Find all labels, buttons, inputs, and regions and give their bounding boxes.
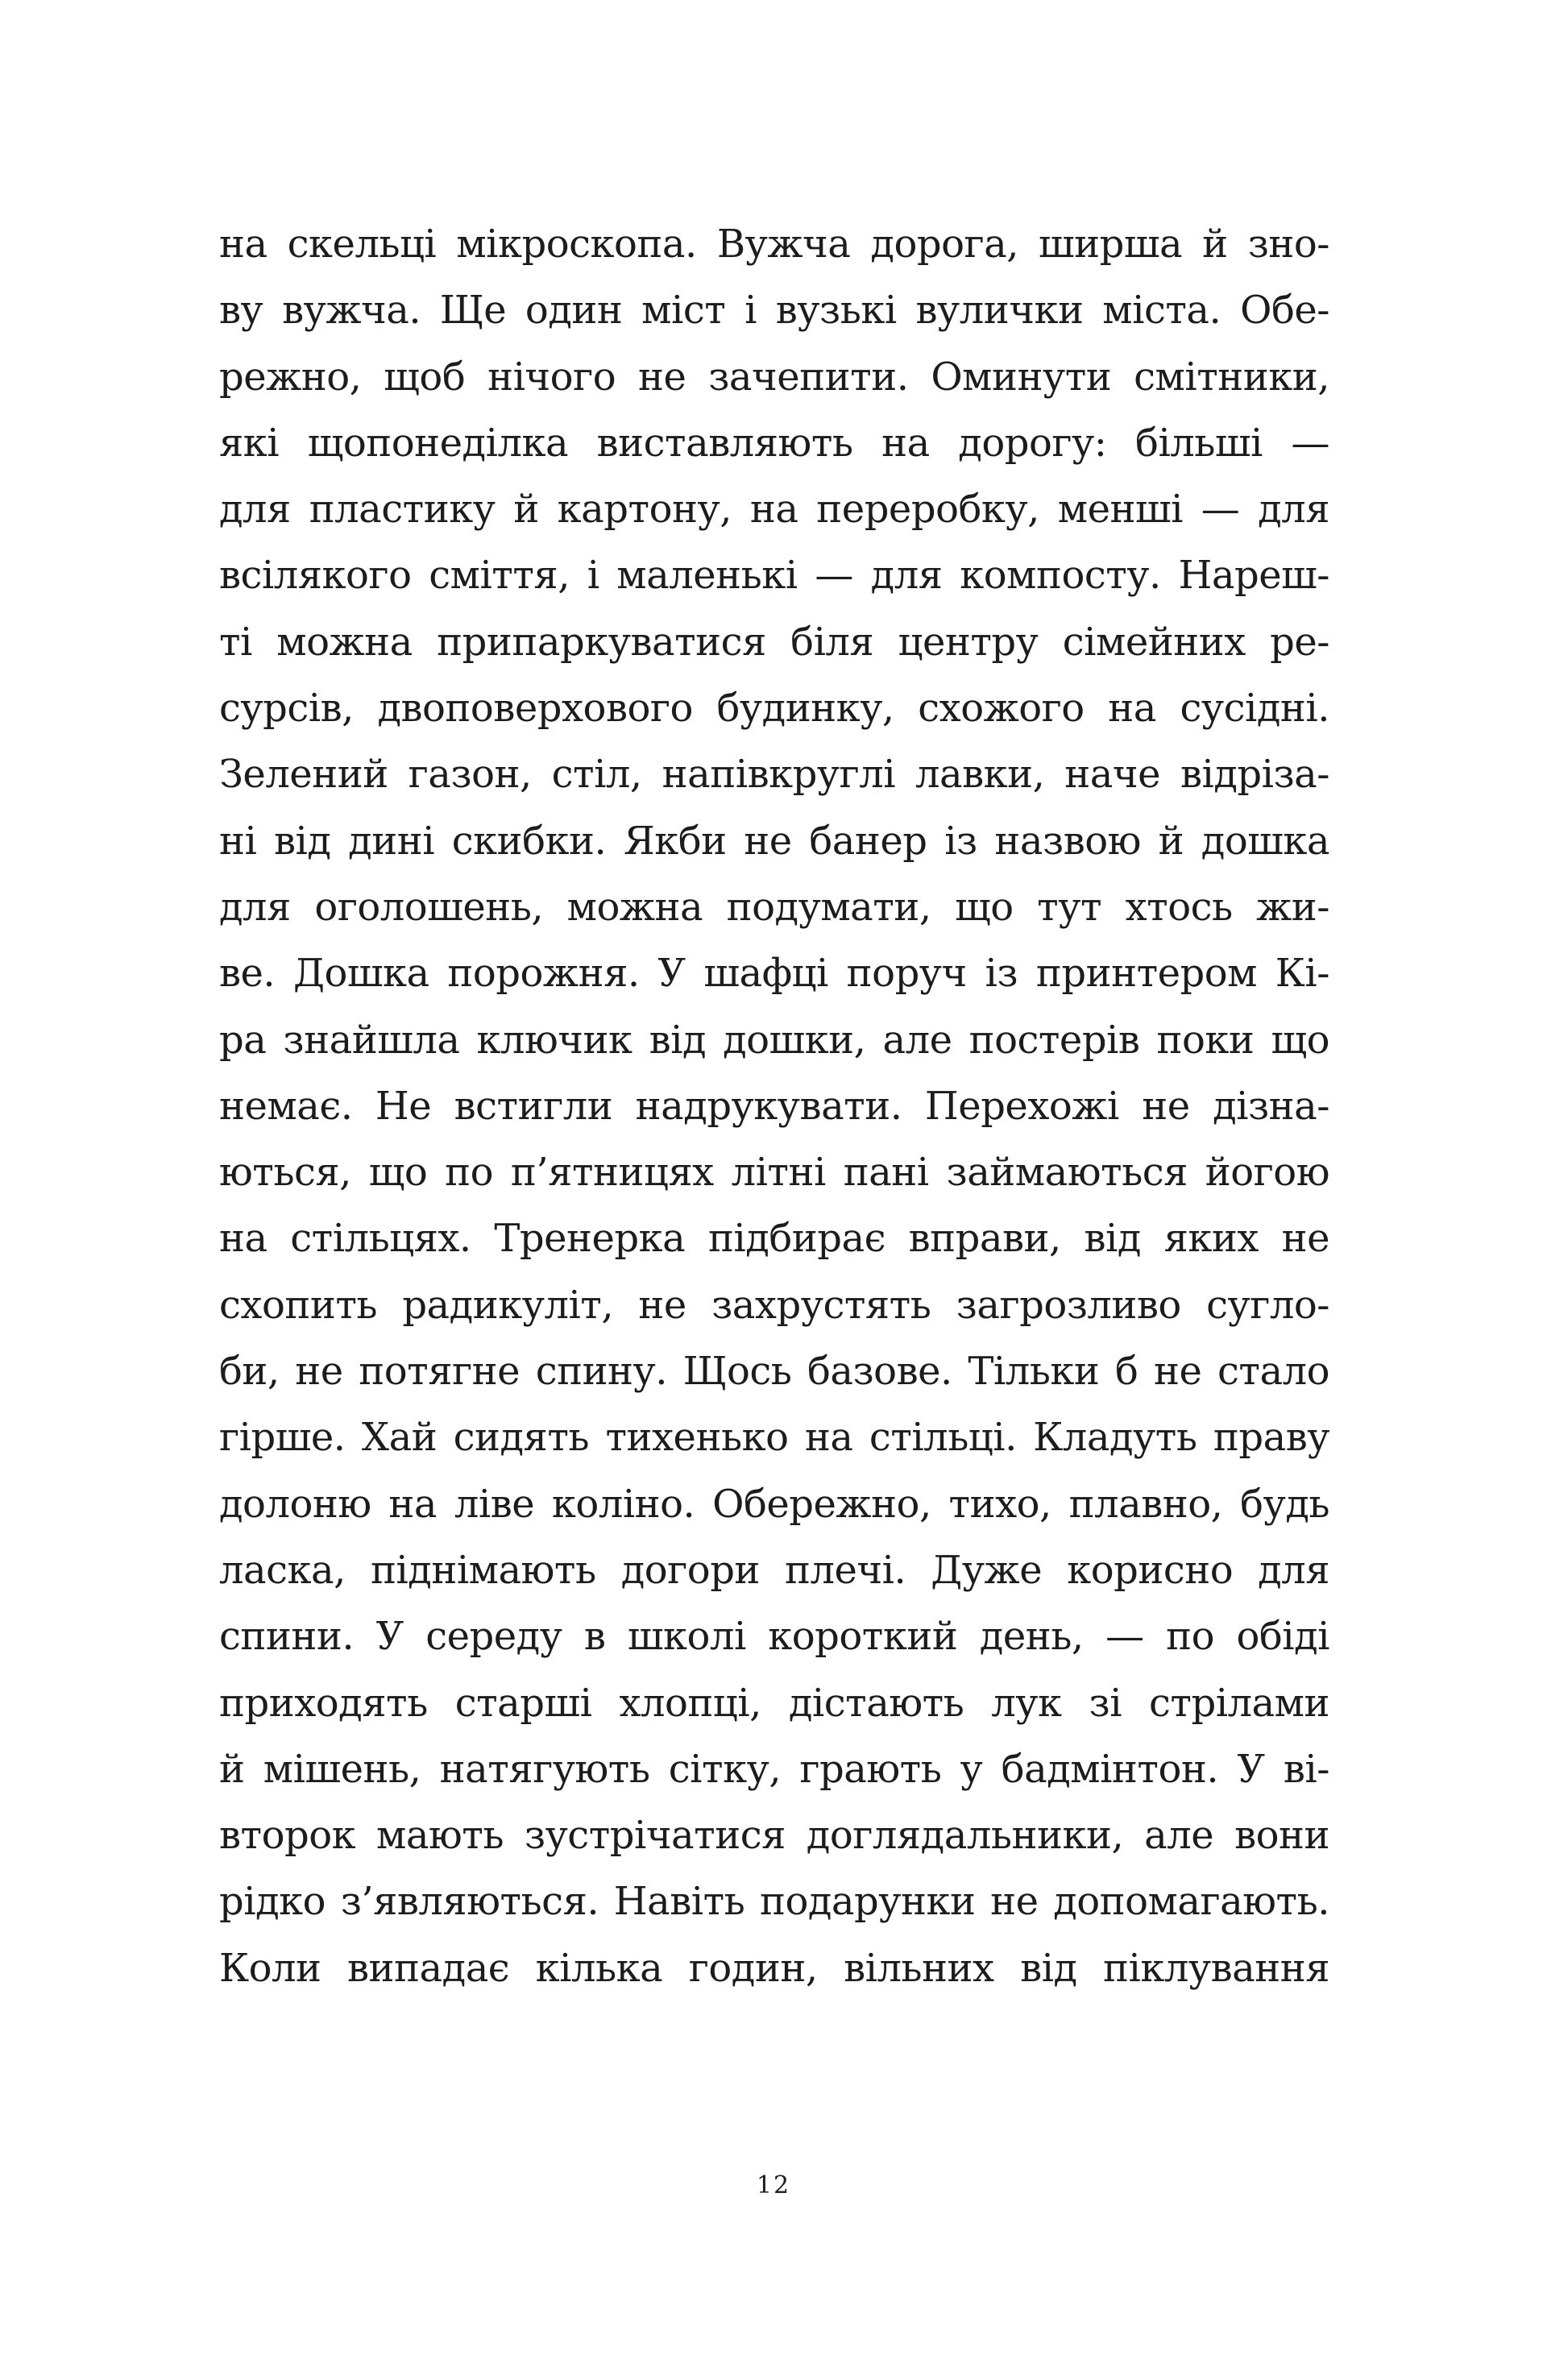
text-line: на скельці мікроскопа. Вужча дорога, ширша й зно- bbox=[219, 222, 1329, 267]
text-line: гірше. Хай сидять тихенько на стільці. Кладуть праву bbox=[219, 1415, 1329, 1461]
text-line: для пластику й картону, на переробку, менші — для bbox=[219, 487, 1329, 533]
body-text bbox=[219, 211, 1329, 2001]
text-line: спини. У середу в школі короткий день, — по обіді bbox=[219, 1614, 1329, 1660]
text-line: для оголошень, можна подумати, що тут хтось жи- bbox=[219, 884, 1329, 930]
text-line: ласка, піднімають догори плечі. Дуже корисно для bbox=[219, 1547, 1329, 1593]
text-line: долоню на ліве коліно. Обережно, тихо, плавно, будь bbox=[219, 1481, 1329, 1527]
text-line: на стільцях. Тренерка підбирає вправи, від яких не bbox=[219, 1216, 1329, 1262]
text-line: Зелений газон, стіл, напівкруглі лавки, наче відріза- bbox=[219, 752, 1329, 798]
text-line: второк мають зустрічатися доглядальники, але вони bbox=[219, 1813, 1329, 1859]
text-line: режно, щоб нічого не зачепити. Оминути смітники, bbox=[219, 354, 1329, 400]
text-line: ються, що по п’ятницях літні пані займаються йогою bbox=[219, 1150, 1329, 1196]
page-number: 12 bbox=[756, 2171, 791, 2200]
text-line: ве. Дошка порожня. У шафці поруч із принтером Кі- bbox=[219, 951, 1329, 997]
text-line: ра знайшла ключик від дошки, але постерів поки що bbox=[219, 1017, 1329, 1063]
text-line: й мішень, натягують сітку, грають у бадмінтон. У ві- bbox=[219, 1746, 1329, 1792]
text-line: всілякого сміття, і маленькі — для компосту. Нареш- bbox=[219, 553, 1329, 599]
text-line: приходять старші хлопці, дістають лук зі стрілами bbox=[219, 1680, 1329, 1726]
text-line: Коли випадає кілька годин, вільних від піклування bbox=[219, 1945, 1329, 1991]
text-line: би, не потягне спину. Щось базове. Тільки б не стало bbox=[219, 1349, 1329, 1395]
text-line: ву вужча. Ще один міст і вузькі вулички міста. Обе- bbox=[219, 288, 1329, 334]
text-line: ті можна припаркуватися біля центру сімейних ре- bbox=[219, 619, 1329, 665]
text-line: немає. Не встигли надрукувати. Перехожі не дізна- bbox=[219, 1083, 1329, 1129]
text-line: які щопонеділка виставляють на дорогу: більші — bbox=[219, 420, 1329, 466]
text-line: схопить радикуліт, не захрустять загрозливо сугло- bbox=[219, 1282, 1329, 1328]
text-line: ні від дині скибки. Якби не банер із назвою й дошка bbox=[219, 818, 1329, 864]
text-line: рідко з’являються. Навіть подарунки не допомагають. bbox=[219, 1879, 1329, 1925]
text-line: сурсів, двоповерхового будинку, схожого на сусідні. bbox=[219, 686, 1329, 732]
